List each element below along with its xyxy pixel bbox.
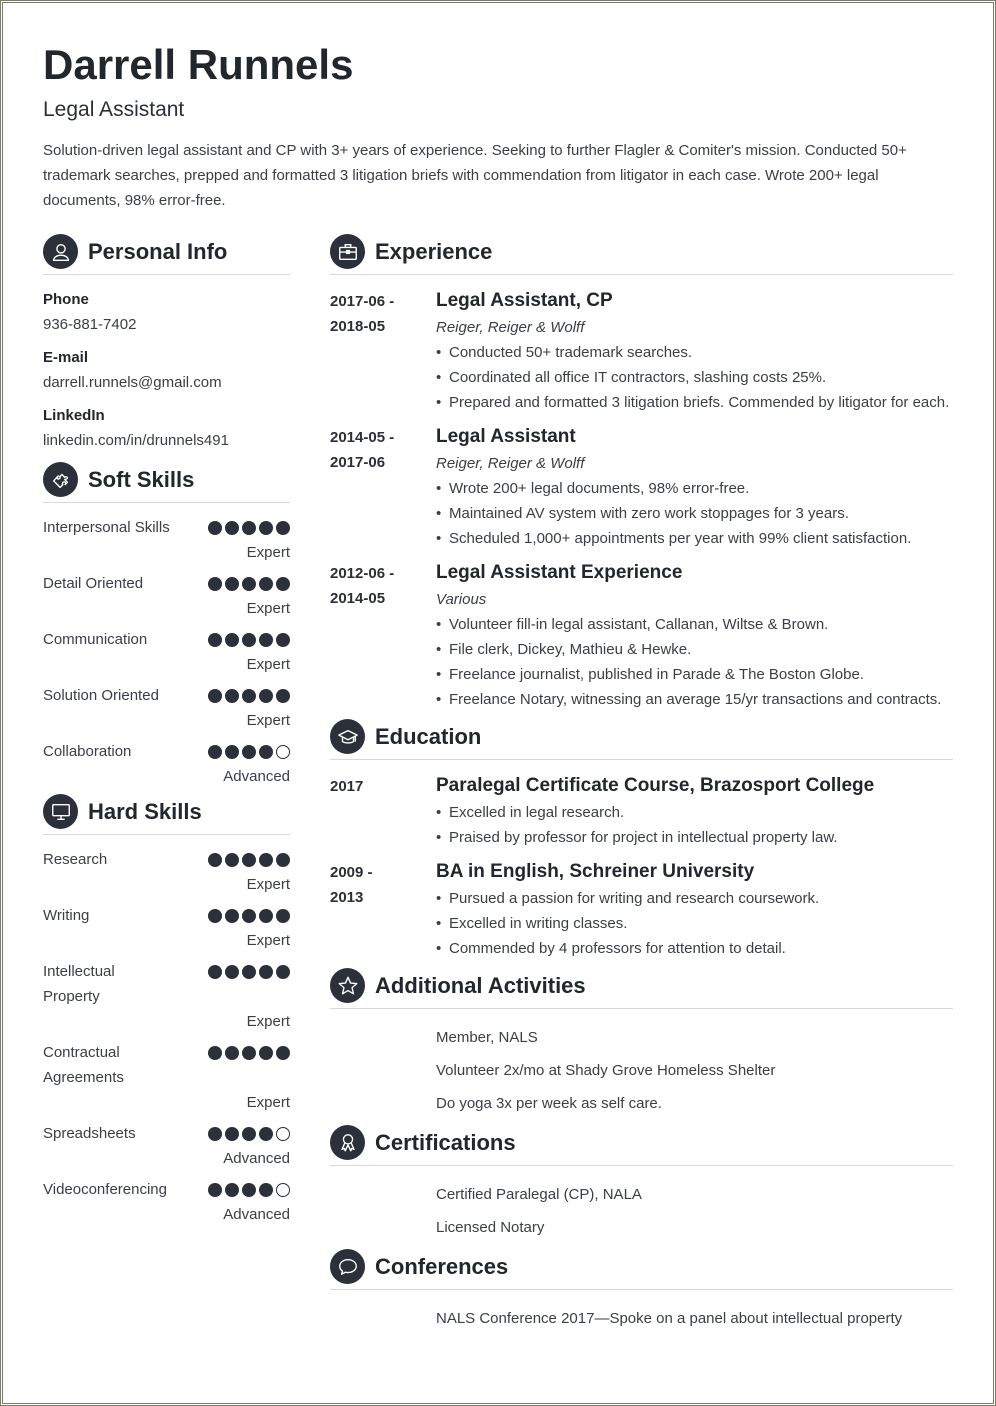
rating-dots	[208, 965, 290, 979]
filled-dot-icon	[276, 965, 290, 979]
hard-skills-list	[43, 847, 290, 1227]
date-end: 2014-05	[330, 590, 386, 607]
bullet-item: • Pursued a passion for writing and research coursework.	[436, 886, 953, 911]
bullet-item: • Maintained AV system with zero work stoppages for 3 years.	[436, 501, 953, 526]
skill-row	[43, 959, 290, 1034]
skill-name: Videoconferencing	[43, 1181, 167, 1198]
bullet-item: • File clerk, Dickey, Mathieu & Hewke.	[436, 637, 953, 662]
rating-dots	[208, 745, 290, 759]
entry-body	[436, 559, 953, 712]
summary-text: Solution-driven legal assistant and CP with 3+ years of experience. Seeking to further Flagler & Comiter's mission. Conducted 50+ trademark searches, prepped and formatted 3 litigation briefs with commendation from litigator in each case. Wrote 200+ legal documents, 98% error-free.	[43, 142, 907, 209]
soft-skills-list	[43, 515, 290, 789]
entry-title: Legal Assistant	[436, 426, 576, 447]
filled-dot-icon	[225, 1127, 239, 1141]
skill-name: Intellectual Property	[43, 963, 115, 1005]
section-header	[43, 235, 290, 275]
entry-date	[330, 287, 436, 415]
bullet-list	[436, 800, 953, 850]
experience-section	[330, 235, 953, 712]
rating-dots	[208, 853, 290, 867]
filled-dot-icon	[259, 577, 273, 591]
rating-dots	[208, 521, 290, 535]
speech-bubble-icon	[330, 1249, 365, 1284]
filled-dot-icon	[225, 633, 239, 647]
monitor-icon	[43, 794, 78, 829]
experience-list	[330, 287, 953, 712]
filled-dot-icon	[225, 521, 239, 535]
section-title: Education	[375, 723, 482, 749]
entry-organization: Various	[436, 591, 487, 608]
entry-body	[436, 423, 953, 551]
filled-dot-icon	[242, 633, 256, 647]
skill-row	[43, 683, 290, 733]
section-title: Certifications	[375, 1129, 516, 1155]
filled-dot-icon	[242, 909, 256, 923]
skill-level: Expert	[246, 544, 290, 561]
email-value: darrell.runnels@gmail.com	[43, 374, 222, 391]
empty-dot-icon	[276, 1183, 290, 1197]
entry-organization: Reiger, Reiger & Wolff	[436, 319, 585, 336]
bullet-item: • Scheduled 1,000+ appointments per year with 99% client satisfaction.	[436, 526, 953, 551]
rating-dots	[208, 1046, 290, 1060]
entry-row	[330, 858, 953, 961]
filled-dot-icon	[242, 745, 256, 759]
section-header	[330, 720, 953, 760]
rating-dots	[208, 909, 290, 923]
filled-dot-icon	[225, 965, 239, 979]
filled-dot-icon	[242, 1046, 256, 1060]
rating-dots	[208, 633, 290, 647]
education-section	[330, 720, 953, 961]
entry-title: Legal Assistant Experience	[436, 562, 683, 583]
briefcase-icon	[330, 234, 365, 269]
rating-dots	[208, 1127, 290, 1141]
skill-name: Research	[43, 851, 108, 868]
personal-info-section	[43, 235, 290, 453]
filled-dot-icon	[259, 1183, 273, 1197]
section-title: Soft Skills	[88, 466, 195, 492]
filled-dot-icon	[259, 1127, 273, 1141]
rating-dots	[208, 1183, 290, 1197]
filled-dot-icon	[259, 853, 273, 867]
skill-name: Collaboration	[43, 743, 132, 760]
activity-item: Do yoga 3x per week as self care.	[436, 1095, 662, 1112]
entry-row	[330, 772, 953, 850]
certifications-list	[330, 1178, 953, 1244]
filled-dot-icon	[276, 909, 290, 923]
section-title: Additional Activities	[375, 972, 586, 998]
date-end: 2018-05	[330, 318, 386, 335]
filled-dot-icon	[259, 745, 273, 759]
filled-dot-icon	[276, 521, 290, 535]
rating-dots	[208, 577, 290, 591]
filled-dot-icon	[225, 745, 239, 759]
skill-level: Expert	[246, 600, 290, 617]
section-title: Experience	[375, 238, 493, 264]
entry-date	[330, 772, 436, 850]
filled-dot-icon	[242, 577, 256, 591]
entry-row	[330, 559, 953, 712]
skill-level: Expert	[246, 712, 290, 729]
candidate-role: Legal Assistant	[43, 98, 185, 121]
filled-dot-icon	[259, 521, 273, 535]
linkedin-label: LinkedIn	[43, 407, 105, 424]
skill-name: Spreadsheets	[43, 1125, 136, 1142]
skill-level: Advanced	[223, 1150, 290, 1167]
skill-level: Expert	[246, 876, 290, 893]
conference-item: NALS Conference 2017—Spoke on a panel about intellectual property	[436, 1310, 903, 1327]
skill-row	[43, 1121, 290, 1171]
entry-title: Paralegal Certificate Course, Brazosport College	[436, 775, 875, 796]
skill-name: Detail Oriented	[43, 575, 144, 592]
date-start: 2014-05 -	[330, 429, 395, 446]
empty-dot-icon	[276, 1127, 290, 1141]
filled-dot-icon	[208, 1127, 222, 1141]
skill-row	[43, 515, 290, 565]
skill-row	[43, 1177, 290, 1227]
filled-dot-icon	[225, 909, 239, 923]
certification-item: Certified Paralegal (CP), NALA	[436, 1186, 642, 1203]
bullet-item: • Excelled in writing classes.	[436, 911, 953, 936]
date-start: 2017-06 -	[330, 293, 395, 310]
filled-dot-icon	[276, 633, 290, 647]
filled-dot-icon	[242, 965, 256, 979]
conferences-section	[330, 1250, 953, 1335]
activity-item: Volunteer 2x/mo at Shady Grove Homeless Shelter	[436, 1062, 776, 1079]
left-column	[43, 235, 290, 1233]
section-header	[43, 795, 290, 835]
date-end: 2017-06	[330, 454, 386, 471]
skill-level: Expert	[246, 1094, 290, 1111]
bullet-item: • Coordinated all office IT contractors, slashing costs 25%.	[436, 365, 953, 390]
entry-body	[436, 287, 953, 415]
skill-level: Expert	[246, 1013, 290, 1030]
filled-dot-icon	[276, 577, 290, 591]
filled-dot-icon	[259, 689, 273, 703]
puzzle-icon	[43, 462, 78, 497]
date-start: 2009 -	[330, 864, 373, 881]
filled-dot-icon	[225, 853, 239, 867]
filled-dot-icon	[259, 909, 273, 923]
date-start: 2017	[330, 778, 364, 795]
soft-skills-section	[43, 463, 290, 789]
filled-dot-icon	[208, 1046, 222, 1060]
section-title: Personal Info	[88, 238, 228, 264]
certification-item: Licensed Notary	[436, 1219, 545, 1236]
right-column	[330, 235, 953, 1341]
entry-row	[330, 423, 953, 551]
entry-organization: Reiger, Reiger & Wolff	[436, 455, 585, 472]
skill-level: Advanced	[223, 768, 290, 785]
certifications-section	[330, 1126, 953, 1244]
section-header	[330, 969, 953, 1009]
resume-page	[43, 40, 953, 1327]
skill-level: Advanced	[223, 1206, 290, 1223]
filled-dot-icon	[208, 633, 222, 647]
bullet-item: • Volunteer fill-in legal assistant, Callanan, Wiltse & Brown.	[436, 612, 953, 637]
skill-level: Expert	[246, 932, 290, 949]
activity-item: Member, NALS	[436, 1029, 538, 1046]
skill-name: Communication	[43, 631, 148, 648]
skill-name: Writing	[43, 907, 90, 924]
section-title: Conferences	[375, 1253, 509, 1279]
filled-dot-icon	[259, 1046, 273, 1060]
filled-dot-icon	[208, 1183, 222, 1197]
filled-dot-icon	[208, 577, 222, 591]
linkedin-value: linkedin.com/in/drunnels491	[43, 432, 229, 449]
candidate-name: Darrell Runnels	[43, 41, 354, 88]
skill-row	[43, 739, 290, 789]
skill-row	[43, 1040, 290, 1115]
skill-row	[43, 903, 290, 953]
section-header	[43, 463, 290, 503]
filled-dot-icon	[259, 965, 273, 979]
skill-name: Solution Oriented	[43, 687, 159, 704]
bullet-list	[436, 612, 953, 712]
bullet-item: • Freelance Notary, witnessing an average 15/yr transactions and contracts.	[436, 687, 953, 712]
section-header	[330, 1250, 953, 1290]
bullet-item: • Commended by 4 professors for attention to detail.	[436, 936, 953, 961]
section-header	[330, 1126, 953, 1166]
phone-label: Phone	[43, 291, 89, 308]
person-icon	[43, 234, 78, 269]
entry-title: BA in English, Schreiner University	[436, 861, 755, 882]
filled-dot-icon	[242, 689, 256, 703]
bullet-item: • Excelled in legal research.	[436, 800, 953, 825]
filled-dot-icon	[208, 965, 222, 979]
filled-dot-icon	[276, 689, 290, 703]
bullet-item: • Freelance journalist, published in Parade & The Boston Globe.	[436, 662, 953, 687]
bullet-item: • Praised by professor for project in intellectual property law.	[436, 825, 953, 850]
empty-dot-icon	[276, 745, 290, 759]
phone-value: 936-881-7402	[43, 316, 137, 333]
entry-date	[330, 858, 436, 961]
bullet-list	[436, 886, 953, 961]
filled-dot-icon	[225, 689, 239, 703]
activities-section	[330, 969, 953, 1120]
filled-dot-icon	[242, 853, 256, 867]
graduation-cap-icon	[330, 719, 365, 754]
skill-row	[43, 627, 290, 677]
bullet-item: • Wrote 200+ legal documents, 98% error-free.	[436, 476, 953, 501]
skill-name: Contractual Agreements	[43, 1044, 124, 1086]
section-header	[330, 235, 953, 275]
entry-title: Legal Assistant, CP	[436, 290, 613, 311]
filled-dot-icon	[259, 633, 273, 647]
bullet-list	[436, 340, 953, 415]
section-title: Hard Skills	[88, 798, 202, 824]
bullet-list	[436, 476, 953, 551]
filled-dot-icon	[208, 853, 222, 867]
entry-body	[436, 858, 953, 961]
bullet-item: • Conducted 50+ trademark searches.	[436, 340, 953, 365]
education-list	[330, 772, 953, 961]
filled-dot-icon	[242, 1127, 256, 1141]
bullet-item: • Prepared and formatted 3 litigation briefs. Commended by litigator for each.	[436, 390, 953, 415]
date-start: 2012-06 -	[330, 565, 395, 582]
date-end: 2013	[330, 889, 364, 906]
skill-name: Interpersonal Skills	[43, 519, 170, 536]
filled-dot-icon	[225, 577, 239, 591]
email-label: E-mail	[43, 349, 89, 366]
skill-level: Expert	[246, 656, 290, 673]
filled-dot-icon	[276, 1046, 290, 1060]
filled-dot-icon	[225, 1046, 239, 1060]
filled-dot-icon	[208, 909, 222, 923]
filled-dot-icon	[242, 521, 256, 535]
filled-dot-icon	[242, 1183, 256, 1197]
skill-row	[43, 571, 290, 621]
filled-dot-icon	[276, 853, 290, 867]
filled-dot-icon	[208, 689, 222, 703]
award-ribbon-icon	[330, 1125, 365, 1160]
activities-list	[330, 1021, 953, 1120]
conferences-list	[330, 1302, 953, 1335]
entry-row	[330, 287, 953, 415]
entry-body	[436, 772, 953, 850]
star-icon	[330, 968, 365, 1003]
entry-date	[330, 559, 436, 712]
entry-date	[330, 423, 436, 551]
rating-dots	[208, 689, 290, 703]
filled-dot-icon	[225, 1183, 239, 1197]
skill-row	[43, 847, 290, 897]
hard-skills-section	[43, 795, 290, 1227]
filled-dot-icon	[208, 521, 222, 535]
filled-dot-icon	[208, 745, 222, 759]
